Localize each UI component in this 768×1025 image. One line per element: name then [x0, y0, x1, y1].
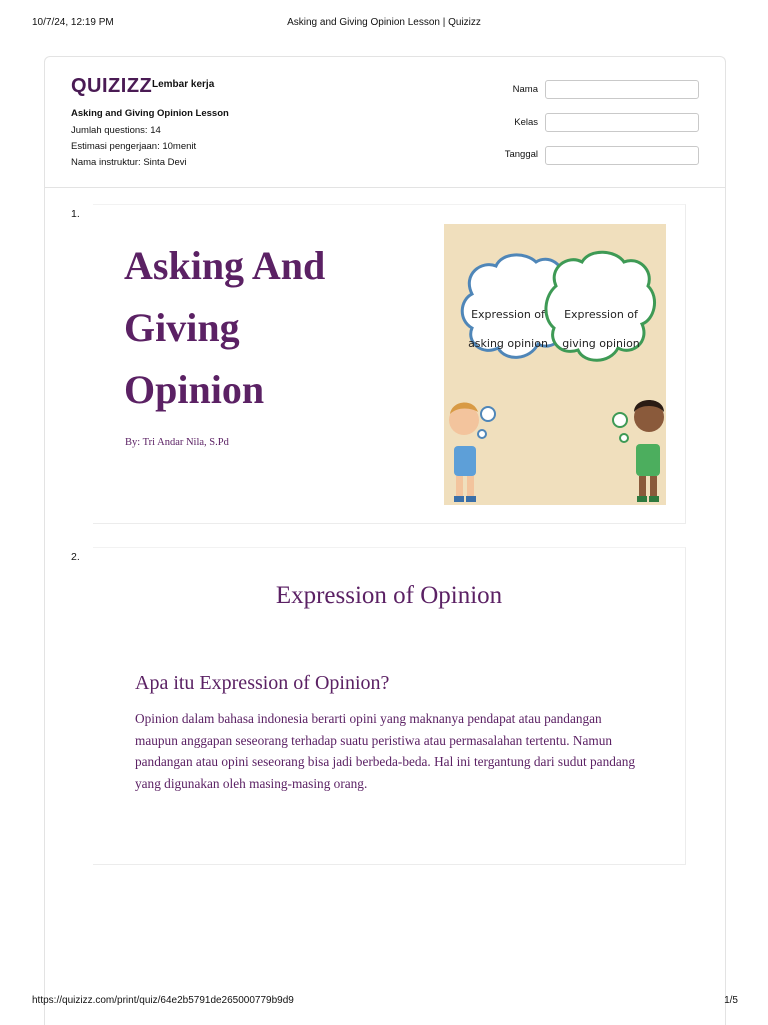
- name-field[interactable]: [545, 80, 699, 99]
- slide-2-subtitle: Apa itu Expression of Opinion?: [135, 672, 390, 694]
- slide-1-byline: By: Tri Andar Nila, S.Pd: [125, 437, 229, 448]
- slide-1-title: [124, 235, 325, 421]
- print-datetime: 10/7/24, 12:19 PM: [32, 17, 114, 28]
- bubble-left-line-1: Expression of: [471, 308, 545, 321]
- question-number-2: 2.: [71, 551, 80, 563]
- bubble-left-line-2: asking opinion: [468, 337, 548, 350]
- slide-2-paragraph: Opinion dalam bahasa indonesia berarti opini yang maknanya pendapat atau pandangan maupun anggapan seseorang terhadap suatu peristiwa atau permasalahan tertentu. Namun pandangan atau opini seseorang bisa jadi berbeda-beda. Hal ini tergantung dari sudut pandang yang digunakan oleh masing-masing orang.: [135, 711, 636, 791]
- question-number-1: 1.: [71, 208, 80, 220]
- bubble-right-line-2: giving opinion: [562, 337, 640, 350]
- print-page-title: Asking and Giving Opinion Lesson | Quizizz: [287, 17, 481, 28]
- quizizz-logo: QUIZIZZ: [71, 75, 153, 97]
- worksheet: [44, 56, 726, 1025]
- slide-card-2: [93, 547, 686, 865]
- question-count: Jumlah questions: 14: [71, 125, 161, 136]
- date-label: Tanggal: [504, 149, 538, 160]
- slide-1-title-line-2: Giving: [124, 305, 240, 350]
- slide-2-title: Expression of Opinion: [275, 582, 503, 609]
- thought-bubbles-illustration: [444, 224, 666, 505]
- slide-1-title-line-3: Opinion: [124, 367, 265, 412]
- class-label: Kelas: [514, 117, 538, 128]
- print-page-number: 1/5: [724, 995, 738, 1006]
- date-field[interactable]: [545, 146, 699, 165]
- slide-card-1: [93, 204, 686, 524]
- print-url: https://quizizz.com/print/quiz/64e2b5791de265000779b9d9: [32, 995, 294, 1006]
- quiz-title: Asking and Giving Opinion Lesson: [71, 108, 229, 119]
- class-field[interactable]: [545, 113, 699, 132]
- time-estimate: Estimasi pengerjaan: 10menit: [71, 141, 197, 152]
- worksheet-header: [45, 57, 725, 188]
- name-label: Nama: [512, 84, 538, 95]
- bubble-right-line-1: Expression of: [564, 308, 638, 321]
- worksheet-label: Lembar kerja: [152, 79, 215, 90]
- slide-1-title-line-1: Asking And: [124, 243, 326, 288]
- instructor-name: Nama instruktur: Sinta Devi: [71, 157, 187, 168]
